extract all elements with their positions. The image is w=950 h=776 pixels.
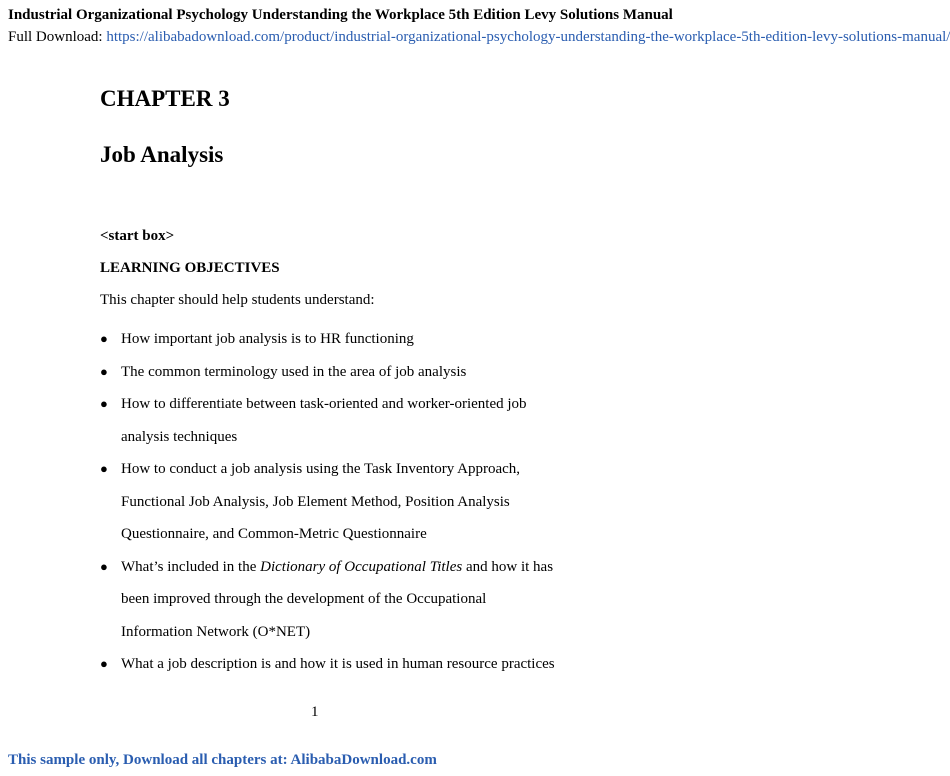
list-item: [100, 323, 560, 356]
bullet-icon: ●: [100, 656, 108, 671]
text-segment: and how it has: [462, 558, 554, 575]
book-title: Dictionary of Occupational Titles: [260, 558, 463, 575]
list-item-text: How important job analysis is to HR functioning: [121, 331, 414, 347]
text-segment: What’s included in the: [121, 558, 261, 575]
list-item-text: been improved through the development of the Occupational: [121, 591, 487, 607]
download-link[interactable]: https://alibabadownload.com/product/industrial-organizational-psychology-understanding-the-workplace-5th-edition-levy-solutions-manual/: [106, 29, 950, 45]
chapter-title: Job Analysis: [100, 142, 224, 167]
objectives-intro: This chapter should help students understand:: [100, 292, 375, 308]
list-item: [100, 648, 560, 681]
start-box-marker: <start box>: [100, 228, 175, 244]
list-item-text: Questionnaire, and Common-Metric Questionnaire: [121, 526, 427, 542]
document-header: [8, 4, 950, 48]
list-item-text: How to conduct a job analysis using the Task Inventory Approach,: [121, 461, 521, 477]
list-item-text: Functional Job Analysis, Job Element Method, Position Analysis: [121, 493, 510, 510]
footer-notice: This sample only, Download all chapters at: AlibabaDownload.com: [8, 752, 437, 768]
bullet-icon: ●: [100, 461, 108, 476]
bullet-icon: ●: [100, 558, 108, 574]
bullet-icon: ●: [100, 363, 108, 379]
list-item: [100, 551, 560, 649]
learning-objectives-list: [100, 323, 560, 681]
list-item-text: [121, 551, 560, 584]
bullet-icon: ●: [100, 396, 108, 411]
list-item: [100, 356, 560, 389]
list-item: [100, 453, 560, 551]
list-item-text: Information Network (O*NET): [121, 623, 311, 640]
list-item-text: How to differentiate between task-oriented and worker-oriented job: [121, 396, 527, 412]
bullet-icon: ●: [100, 331, 108, 346]
download-label: Full Download:: [8, 29, 107, 45]
list-item-text: analysis techniques: [121, 428, 238, 445]
download-line: [8, 26, 950, 48]
learning-objectives-heading: LEARNING OBJECTIVES: [100, 260, 280, 276]
document-title: Industrial Organizational Psychology Understanding the Workplace 5th Edition Levy Solutions Manual: [8, 7, 673, 23]
list-item-text: The common terminology used in the area of job analysis: [121, 363, 467, 380]
chapter-number: CHAPTER 3: [100, 86, 230, 111]
page-number: 1: [311, 704, 319, 720]
list-item-text: What a job description is and how it is used in human resource practices: [121, 656, 555, 672]
list-item: [100, 388, 560, 453]
